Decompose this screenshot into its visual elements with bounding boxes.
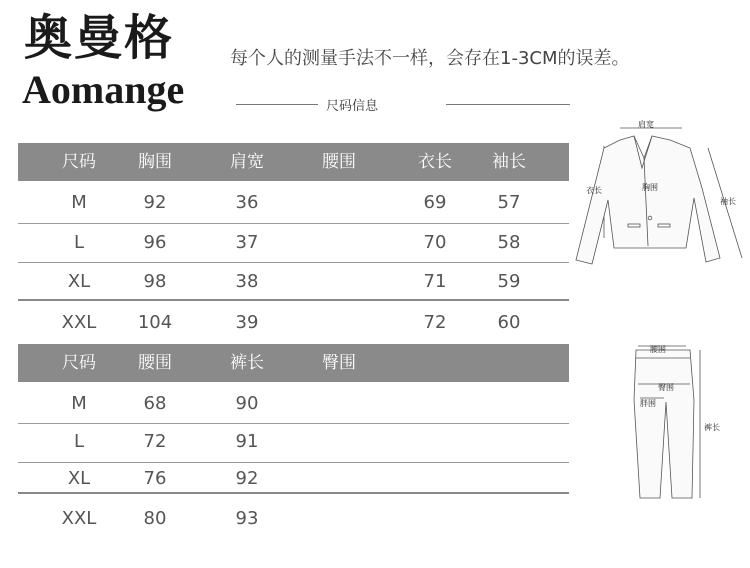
jacket-chest-label: 胸围 bbox=[642, 183, 658, 192]
sleeve-cell: 59 bbox=[497, 271, 521, 292]
header-shoulder: 肩宽 bbox=[230, 152, 264, 172]
shoulder-cell: 39 bbox=[235, 312, 259, 333]
size-cell: XL bbox=[67, 271, 91, 292]
size-cell: XXL bbox=[61, 508, 97, 529]
header-length: 裤长 bbox=[230, 353, 264, 373]
header-waist: 腰围 bbox=[322, 152, 356, 172]
header-hip: 臀围 bbox=[322, 353, 356, 373]
shoulder-cell: 37 bbox=[235, 232, 259, 253]
size-cell: M bbox=[71, 393, 87, 414]
sleeve-cell: 57 bbox=[497, 192, 521, 213]
pants-length-label: 裤长 bbox=[704, 423, 720, 432]
size-cell: M bbox=[71, 192, 87, 213]
size-cell: L bbox=[73, 232, 85, 253]
table-row bbox=[18, 422, 569, 462]
table-row bbox=[18, 499, 569, 539]
size-cell: XL bbox=[67, 468, 91, 489]
sleeve-cell: 60 bbox=[497, 312, 521, 333]
section-divider-left bbox=[236, 104, 318, 105]
waist-cell: 76 bbox=[143, 468, 167, 489]
pants-diagram bbox=[600, 340, 740, 500]
jacket-shoulder-label: 肩宽 bbox=[638, 120, 654, 129]
section-divider-right bbox=[446, 104, 570, 105]
measurement-note: 每个人的测量手法不一样，会存在1-3CM的误差。 bbox=[230, 48, 630, 69]
chest-cell: 96 bbox=[143, 232, 167, 253]
length-cell: 69 bbox=[423, 192, 447, 213]
waist-cell: 68 bbox=[143, 393, 167, 414]
table-row bbox=[18, 183, 569, 223]
length-cell: 72 bbox=[423, 312, 447, 333]
size-cell: L bbox=[73, 431, 85, 452]
brand-name-cn: 奥曼格 bbox=[24, 10, 175, 66]
header-size: 尺码 bbox=[62, 152, 96, 172]
waist-cell bbox=[314, 303, 364, 343]
jacket-sleeve-label: 袖长 bbox=[720, 197, 736, 206]
table-row bbox=[18, 303, 569, 343]
sleeve-cell: 58 bbox=[497, 232, 521, 253]
chest-cell: 92 bbox=[143, 192, 167, 213]
waist-cell bbox=[314, 183, 364, 223]
chest-cell: 98 bbox=[143, 271, 167, 292]
waist-cell: 80 bbox=[143, 508, 167, 529]
hip-cell bbox=[314, 499, 364, 539]
brand-name-en: Aomange bbox=[22, 67, 185, 112]
length-cell: 71 bbox=[423, 271, 447, 292]
table-row bbox=[18, 262, 569, 302]
row-divider bbox=[18, 299, 569, 301]
header-chest: 胸围 bbox=[138, 152, 172, 172]
waist-cell bbox=[314, 262, 364, 302]
header-waist: 腰围 bbox=[138, 353, 172, 373]
header-sleeve: 袖长 bbox=[492, 152, 526, 172]
shoulder-cell: 38 bbox=[235, 271, 259, 292]
hip-cell bbox=[314, 422, 364, 462]
header-length: 衣长 bbox=[418, 152, 452, 172]
length-cell: 91 bbox=[235, 431, 259, 452]
hip-cell bbox=[314, 384, 364, 424]
pants-hip-label: 臀围 bbox=[658, 383, 674, 392]
jacket-length-label: 衣长 bbox=[586, 186, 602, 195]
waist-cell bbox=[314, 223, 364, 263]
section-title: 尺码信息 bbox=[326, 99, 379, 114]
pants-waist-label: 腰围 bbox=[650, 345, 666, 354]
top-table-header bbox=[18, 143, 569, 181]
length-cell: 70 bbox=[423, 232, 447, 253]
waist-cell: 72 bbox=[143, 431, 167, 452]
table-row bbox=[18, 384, 569, 424]
jacket-diagram bbox=[572, 118, 747, 278]
header-size: 尺码 bbox=[62, 353, 96, 373]
length-cell: 92 bbox=[235, 468, 259, 489]
bottom-table-header bbox=[18, 344, 569, 382]
length-cell: 93 bbox=[235, 508, 259, 529]
row-divider bbox=[18, 492, 569, 494]
shoulder-cell: 36 bbox=[235, 192, 259, 213]
table-row bbox=[18, 223, 569, 263]
pants-thigh-label: 胖围 bbox=[640, 399, 656, 408]
chest-cell: 104 bbox=[137, 312, 173, 333]
size-cell: XXL bbox=[61, 312, 97, 333]
length-cell: 90 bbox=[235, 393, 259, 414]
